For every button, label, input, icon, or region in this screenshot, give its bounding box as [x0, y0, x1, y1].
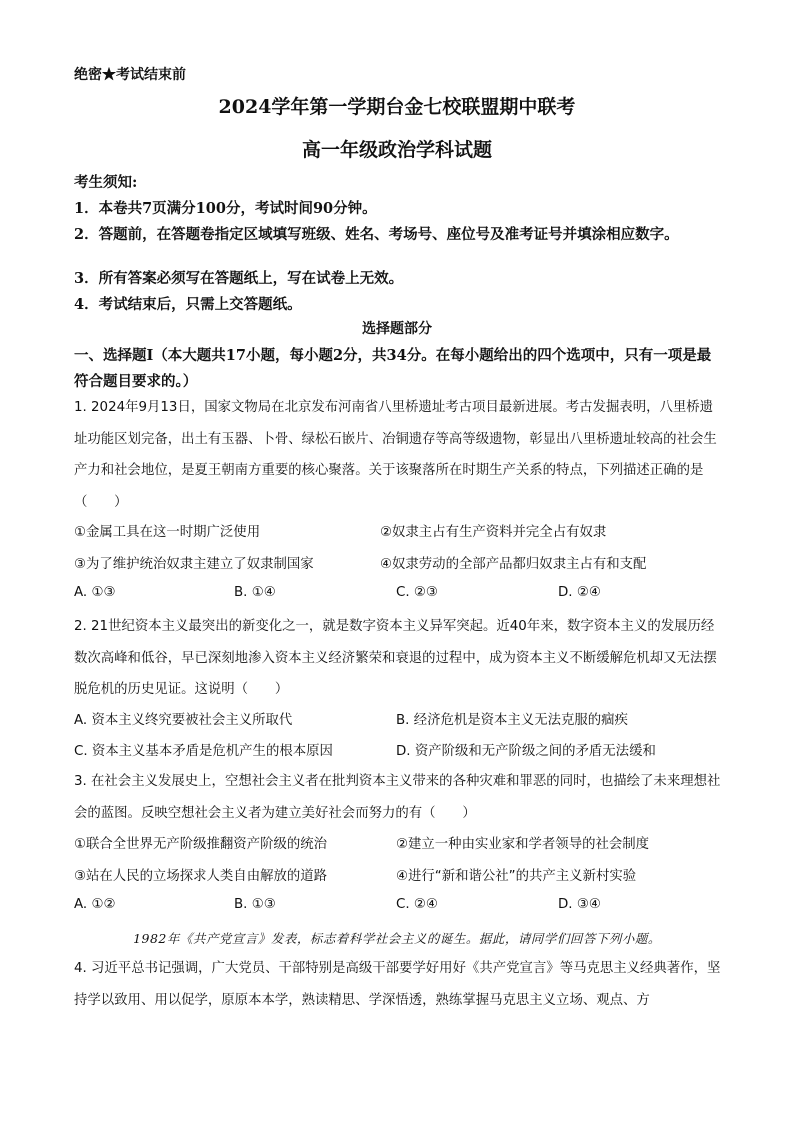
question-1-choice-a: A. ①③	[74, 585, 116, 600]
question-1-option-1: ①金属工具在这一时期广泛使用	[74, 525, 261, 540]
material-prompt: 1982年《共产党宣言》发表，标志着科学社会主义的诞生。据此，请同学们回答下列小题。	[133, 931, 661, 946]
notice-heading: 考生须知:	[74, 174, 138, 191]
question-2-stem: 2. 21世纪资本主义最突出的新变化之一，就是数字资本主义异军突起。近40年来，数字资本主义的发展历经数次高峰和低谷，早已深刻地渗入资本主义经济繁荣和衰退的过程中，成为资本主义不断缓解危机却又无法摆脱危机的历史见证。这说明（ ）	[74, 619, 717, 697]
notice-item-3: 3．所有答案必须写在答题纸上，写在试卷上无效。	[74, 270, 404, 287]
notice-item-1: 1．本卷共7页满分100分，考试时间90分钟。	[74, 200, 377, 217]
question-1-options-row-2	[74, 553, 724, 577]
question-2-choice-b: B. 经济危机是资本主义无法克服的痼疾	[396, 713, 628, 728]
question-1-stem: 1. 2024年9月13日，国家文物局在北京发布河南省八里桥遗址考古项目最新进展。考古发掘表明，八里桥遗址功能区划完备，出土有玉器、卜骨、绿松石嵌片、冶铜遗存等高等级遗物，彰显出八里桥遗址较高的社会生产力和社会地位，是夏王朝南方重要的核心聚落。关于该聚落所在时期生产关系的特点，下列描述正确的是（ ）	[74, 400, 717, 510]
question-3-option-2: ②建立一种由实业家和学者领导的社会制度	[396, 837, 650, 852]
section-title: 选择题部分	[362, 321, 432, 337]
question-3-options-row-1	[74, 833, 724, 857]
question-1-answers	[74, 585, 724, 609]
question-1-choice-c: C. ②③	[396, 585, 438, 600]
question-3-stem: 3. 在社会主义发展史上，空想社会主义者在批判资本主义带来的各种灾难和罪恶的同时，也描绘了未来理想社会的蓝图。反映空想社会主义者为建立美好社会而努力的有（ ）	[74, 774, 721, 821]
question-2-choice-a: A. 资本主义终究要被社会主义所取代	[74, 713, 293, 728]
question-1-option-4: ④奴隶劳动的全部产品都归奴隶主占有和支配	[380, 557, 647, 572]
question-2-choice-c: C. 资本主义基本矛盾是危机产生的根本原因	[74, 744, 333, 759]
question-3-option-4: ④进行“新和谐公社”的共产主义新村实验	[396, 869, 637, 884]
question-1-option-2: ②奴隶主占有生产资料并完全占有奴隶	[380, 525, 607, 540]
question-3-choice-d: D. ③④	[558, 897, 601, 912]
question-1-choice-d: D. ②④	[558, 585, 601, 600]
confidential-label: 绝密★考试结束前	[74, 67, 186, 83]
notice-item-4: 4．考试结束后，只需上交答题纸。	[74, 296, 302, 313]
question-3-answers	[74, 897, 724, 921]
exam-title: 2024学年第一学期台金七校联盟期中联考	[218, 96, 576, 118]
notice-item-2: 2．答题前，在答题卷指定区域填写班级、姓名、考场号、座位号及准考证号并填涂相应数字。	[74, 226, 679, 243]
question-3-choice-c: C. ②④	[396, 897, 438, 912]
question-3-option-1: ①联合全世界无产阶级推翻资产阶级的统治	[74, 837, 328, 852]
question-1-options-row-1	[74, 521, 724, 545]
question-2-answers-row-2	[74, 740, 724, 764]
question-2-answers-row-1	[74, 709, 724, 733]
question-3-choice-b: B. ①③	[234, 897, 276, 912]
question-1-choice-b: B. ①④	[234, 585, 276, 600]
exam-subtitle: 高一年级政治学科试题	[301, 139, 492, 161]
question-2-choice-d: D. 资产阶级和无产阶级之间的矛盾无法缓和	[396, 744, 656, 759]
question-1-option-3: ③为了维护统治奴隶主建立了奴隶制国家	[74, 557, 314, 572]
part-one-heading: 一、选择题Ⅰ（本大题共17小题，每小题2分，共34分。在每小题给出的四个选项中，只有一项是最符合题目要求的。）	[74, 347, 712, 390]
question-3-choice-a: A. ①②	[74, 897, 116, 912]
question-3-options-row-2	[74, 865, 724, 889]
question-4-stem: 4. 习近平总书记强调，广大党员、干部特别是高级干部要学好用好《共产党宣言》等马克思主义经典著作，坚持学以致用、用以促学，原原本本学，熟读精思、学深悟透，熟练掌握马克思主义立场、观点、方	[74, 961, 721, 1008]
question-3-option-3: ③站在人民的立场探求人类自由解放的道路	[74, 869, 328, 884]
